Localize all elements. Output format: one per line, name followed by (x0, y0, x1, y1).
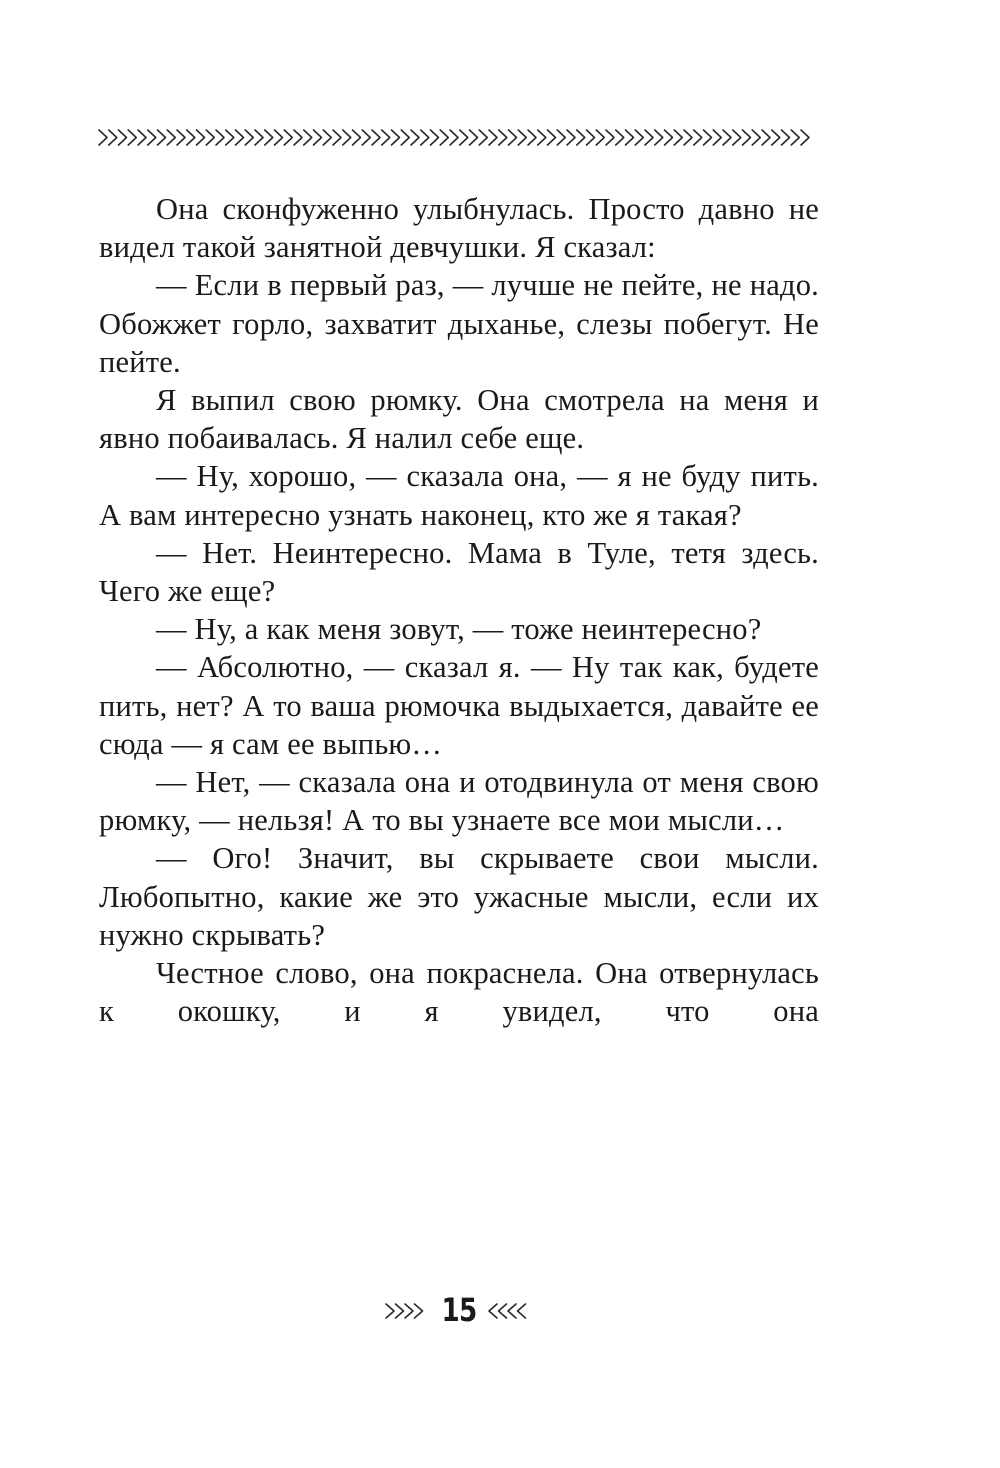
paragraph: — Если в первый раз, — лучше не пейте, не надо. Обожжет горло, захватит дыханье, слезы побегут. Не пейте. (99, 268, 819, 379)
paragraph: Честное слово, она покраснела. Она отвернулась к окошку, и я увидел, что она (99, 956, 819, 1029)
page-number: 15 (441, 1291, 477, 1329)
paragraph: — Ну, а как меня зовут, — тоже неинтересно? (156, 612, 762, 647)
chevron-rule-icon (97, 124, 819, 152)
paragraph: — Абсолютно, — сказал я. — Ну так как, будете пить, нет? А то ваша рюмочка выдыхается, давайте ее сюда — я сам ее выпью… (99, 650, 819, 761)
paragraph: — Ну, хорошо, — сказала она, — я не буду пить. А вам интересно узнать наконец, кто же я такая? (99, 459, 819, 532)
paragraph: Она сконфуженно улыбнулась. Просто давно не видел такой занятной девчушки. Я сказал: (99, 192, 819, 265)
paragraph: — Ого! Значит, вы скрываете свои мысли. Любопытно, какие же это ужасные мысли, если их нужно скрывать? (99, 841, 819, 952)
paragraph: — Нет, — сказала она и отодвинула от меня свою рюмку, — нельзя! А то вы узнаете все мои мысли… (99, 765, 819, 838)
page-footer (0, 1290, 1000, 1334)
double-chevron-left-icon (486, 1300, 532, 1322)
double-chevron-right-icon (383, 1300, 429, 1322)
paragraph: Я выпил свою рюмку. Она смотрела на меня и явно побаивалась. Я налил себе еще. (99, 383, 819, 456)
paragraph: — Нет. Неинтересно. Мама в Туле, тетя здесь. Чего же еще? (99, 535, 819, 609)
body-text (99, 190, 819, 1030)
